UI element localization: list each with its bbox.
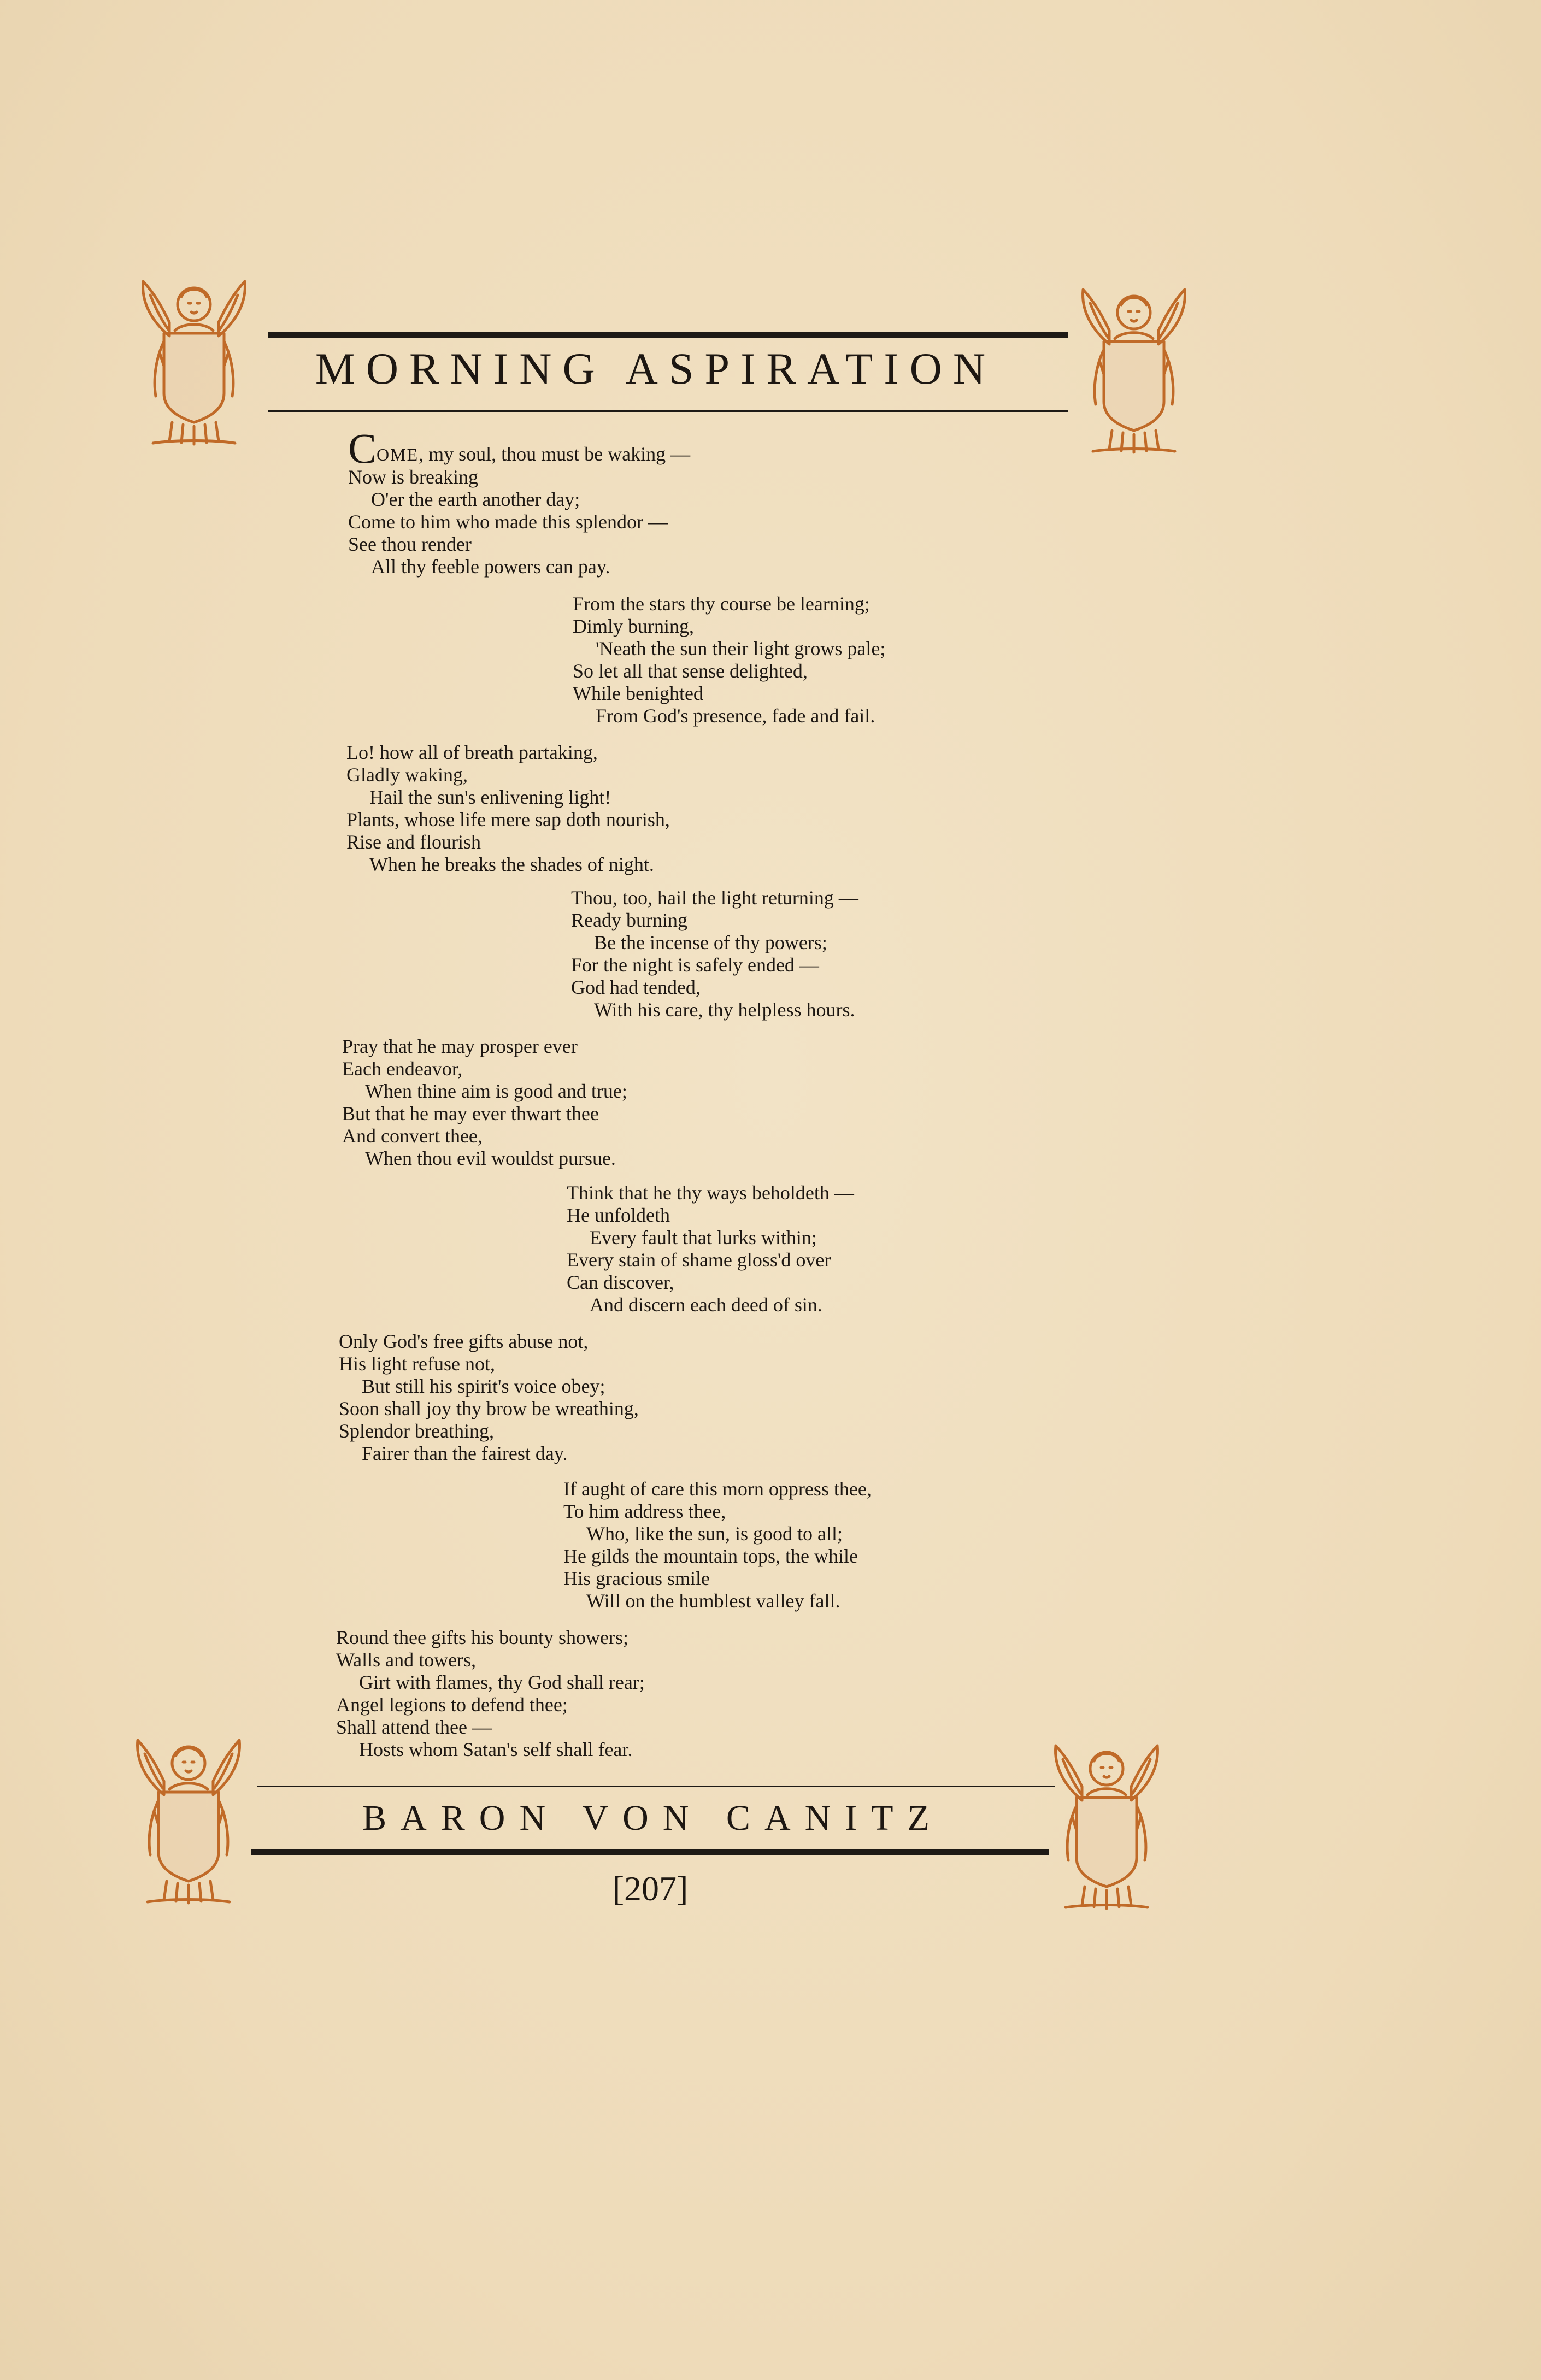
stanza-line: Fairer than the fairest day. (362, 1442, 568, 1464)
stanza-line: But still his spirit's voice obey; (362, 1375, 605, 1397)
footer-rule-thin (257, 1786, 1055, 1787)
stanza-line: From God's presence, fade and fail. (596, 705, 875, 727)
stanza-line: Think that he thy ways beholdeth — (567, 1182, 854, 1204)
stanza-8 (563, 1478, 872, 1612)
stanza-line: Girt with flames, thy God shall rear; (359, 1671, 645, 1693)
stanza-line: All thy feeble powers can pay. (371, 556, 610, 578)
stanza-line: He gilds the mountain tops, the while (563, 1545, 858, 1567)
stanza-line: Gladly waking, (346, 764, 468, 786)
stanza-line: Who, like the sun, is good to all; (586, 1523, 843, 1545)
angel-ornament-bottom-right (1044, 1735, 1169, 1915)
stanza-line: O'er the earth another day; (371, 488, 580, 510)
stanza-line: For the night is safely ended — (571, 954, 819, 976)
stanza-6 (567, 1182, 854, 1316)
stanza-5 (342, 1035, 627, 1170)
first-word-caps: OME (377, 445, 419, 464)
drop-cap: C (348, 425, 377, 472)
stanza-line: Be the incense of thy powers; (594, 932, 827, 953)
stanza-line: God had tended, (571, 976, 701, 998)
stanza-line: So let all that sense delighted, (573, 660, 808, 682)
stanza-4 (571, 887, 858, 1021)
angel-ornament-top-right (1071, 279, 1197, 459)
stanza-line: Angel legions to defend thee; (336, 1694, 568, 1716)
angel-ornament-bottom-left (126, 1729, 251, 1910)
poem-title: MORNING ASPIRATION (315, 344, 997, 393)
stanza-line: His gracious smile (563, 1568, 710, 1589)
stanza-line: But that he may ever thwart thee (342, 1103, 599, 1124)
author-name: BARON VON CANITZ (362, 1798, 944, 1838)
stanza-line: Pray that he may prosper ever (342, 1035, 578, 1057)
stanza-line: With his care, thy helpless hours. (594, 999, 855, 1021)
stanza-line: 'Neath the sun their light grows pale; (596, 638, 886, 659)
stanza-7 (339, 1330, 639, 1465)
stanza-line: And discern each deed of sin. (590, 1294, 822, 1316)
stanza-line: Shall attend thee — (336, 1716, 492, 1738)
footer-rule-thick (251, 1849, 1049, 1855)
stanza-line: Will on the humblest valley fall. (586, 1590, 840, 1612)
stanza-line: Ready burning (571, 909, 687, 931)
stanza-line: Lo! how all of breath partaking, (346, 741, 598, 763)
stanza-line: Each endeavor, (342, 1058, 463, 1080)
header-rule-thick (268, 332, 1068, 338)
stanza-line: From the stars thy course be learning; (573, 593, 870, 615)
stanza-line: Can discover, (567, 1271, 674, 1293)
page-number: [207] (612, 1869, 689, 1908)
stanza-line: Only God's free gifts abuse not, (339, 1330, 589, 1352)
stanza-line: Walls and towers, (336, 1649, 477, 1671)
stanza-line (348, 425, 691, 472)
angel-ornament-top-left (131, 270, 257, 451)
stanza-line: Plants, whose life mere sap doth nourish, (346, 809, 670, 830)
stanza-line: See thou render (348, 533, 472, 555)
stanza-line: Come to him who made this splendor — (348, 511, 668, 533)
stanza-line: Round thee gifts his bounty showers; (336, 1627, 628, 1648)
stanza-line: When he breaks the shades of night. (369, 853, 654, 875)
stanza-line: If aught of care this morn oppress thee, (563, 1478, 872, 1500)
stanza-line: He unfoldeth (567, 1204, 670, 1226)
stanza-line: Thou, too, hail the light returning — (571, 887, 858, 909)
stanza-line: Rise and flourish (346, 831, 481, 853)
stanza-line: While benighted (573, 682, 703, 704)
stanza-line: Now is breaking (348, 466, 478, 488)
stanza-line: Hail the sun's enlivening light! (369, 786, 611, 808)
stanza-line: To him address thee, (563, 1500, 726, 1522)
stanza-line: Every stain of shame gloss'd over (567, 1249, 831, 1271)
stanza-line: Dimly burning, (573, 615, 694, 637)
stanza-line: Every fault that lurks within; (590, 1227, 817, 1248)
stanza-line: His light refuse not, (339, 1353, 495, 1375)
first-line-rest: , my soul, thou must be waking — (419, 443, 691, 465)
header-rule-thin (268, 410, 1068, 412)
stanza-line: Hosts whom Satan's self shall fear. (359, 1739, 633, 1760)
stanza-2 (573, 593, 885, 727)
stanza-line: Splendor breathing, (339, 1420, 494, 1442)
stanza-line: And convert thee, (342, 1125, 483, 1147)
stanza-line: When thine aim is good and true; (365, 1080, 627, 1102)
stanza-1 (348, 425, 691, 578)
stanza-9 (336, 1627, 645, 1761)
stanza-line: When thou evil wouldst pursue. (365, 1147, 616, 1169)
stanza-line: Soon shall joy thy brow be wreathing, (339, 1398, 639, 1419)
stanza-3 (346, 741, 670, 876)
